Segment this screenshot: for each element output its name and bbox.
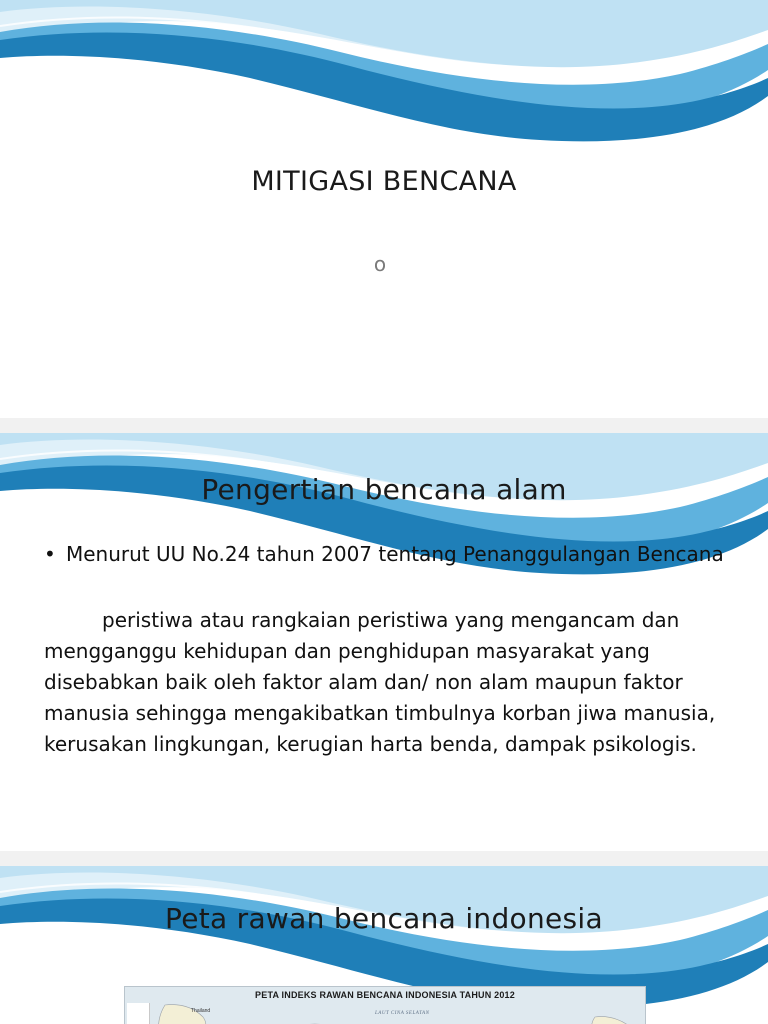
page-divider (0, 851, 768, 866)
map-landmass (125, 987, 645, 1024)
bullet-item (44, 539, 734, 570)
map-place-label: Thailand (191, 1008, 211, 1014)
slide-title-text: MITIGASI BENCANA (251, 166, 517, 197)
page-divider (0, 418, 768, 433)
hazard-map-image (124, 986, 646, 1024)
definition-paragraph: peristiwa atau rangkaian peristiwa yang mengancam dan mengganggu kehidupan dan penghidupan masyarakat yang disebabkan baik oleh faktor alam dan/ non alam maupun faktor manusia sehingga mengakibatkan timbulnya korban jiwa manusia, kerusakan lingkungan, kerugian harta benda, dampak psikologis. (44, 608, 716, 756)
map-title: PETA INDEKS RAWAN BENCANA INDONESIA TAHUN 2012 (255, 990, 515, 1000)
slide-title-text: Pengertian bencana alam (201, 473, 567, 506)
map-sea-label: LAUT CINA SELATAN (375, 1011, 430, 1016)
slide-title (0, 0, 768, 418)
slide-definition (0, 433, 768, 851)
bullet-text: Menurut UU No.24 tahun 2007 tentang Penanggulangan Bencana (66, 542, 724, 566)
bullet-icon: • (44, 542, 56, 566)
slide-title-text: Peta rawan bencana indonesia (165, 902, 603, 935)
wave-decoration (0, 0, 768, 150)
slide-map (0, 866, 768, 1024)
slide-subtitle: o (373, 252, 387, 276)
